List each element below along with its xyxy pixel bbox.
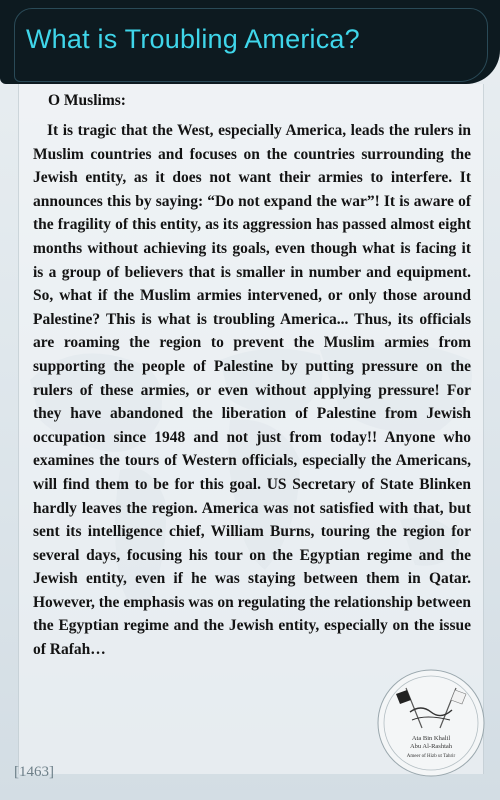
seal-name-line2: Abu Al-Rashtah <box>409 743 453 750</box>
header-bar <box>0 0 500 84</box>
page-title: What is Troubling America? <box>26 24 360 54</box>
author-seal-logo <box>376 668 486 778</box>
greeting-line: O Muslims: <box>48 92 126 109</box>
seal-title-line: Ameer of Hizb ut Tahrir <box>406 754 456 759</box>
article-body: It is tragic that the West, especially America, leads the rulers in Muslim countries and focuses on the countries surrounding the Jewish entity, as it does not want their armies to interfere. It announces this by saying: “Do not expand the war”! It is aware of the fragility of this entity, as its aggression has passed almost eight months without achieving its goals, even though what is facing it is a group of believers that is smaller in number and equipment. So, what if the Muslim armies intervened, or only those around Palestine? This is what is troubling America... Thus, its officials are roaming the region to prevent the Muslim armies from supporting the people of Palestine by putting pressure on the rulers of these armies, or even without applying pressure! For they have abandoned the liberation of Palestine from Jewish occupation since 1948 and not just from today!! Anyone who examines the tours of Western officials, especially the Americans, will find them to be for this goal. US Secretary of State Blinken hardly leaves the region. America was not satisfied with that, but sent its intelligence chief, William Burns, touring the region for several days, focusing his tour on the Egyptian regime and the Jewish entity, even if he was staying between them in Qatar. However, the emphasis was on regulating the relationship between the Egyptian regime and the Jewish entity, especially on the issue of Rafah… <box>33 122 471 659</box>
page-number: [1463] <box>14 764 54 780</box>
seal-name-line1: Ata Bin Khalil <box>411 735 451 742</box>
